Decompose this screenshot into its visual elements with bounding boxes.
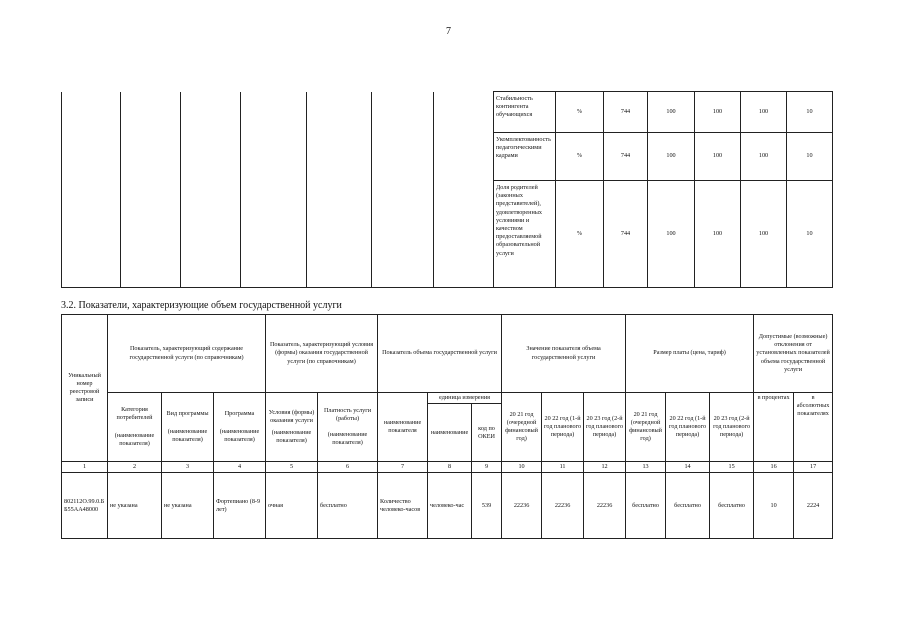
fee-2021-cell: бесплатно — [626, 473, 666, 539]
col-category: Категория потребителей — [116, 405, 153, 421]
percent-cell: 10 — [754, 473, 794, 539]
indicator-name: Доля родителей (законных представителей), удовлетворенных условиями и качеством предоставляемой образовательной услуги — [494, 181, 556, 288]
value-cell: 100 — [648, 92, 695, 133]
value-cell: 100 — [695, 92, 741, 133]
value-cell: 100 — [695, 133, 741, 181]
column-number: 10 — [502, 462, 542, 473]
value-cell: 100 — [648, 133, 695, 181]
column-number: 11 — [542, 462, 584, 473]
indicator-cell: Количество человеко-часов — [378, 473, 428, 539]
quality-indicators-table-continued — [61, 91, 833, 288]
col-category-note: (наименование показателя) — [114, 432, 155, 448]
table-row — [62, 92, 833, 133]
deviation-cell: 10 — [787, 92, 833, 133]
fee-2022-cell: бесплатно — [666, 473, 710, 539]
col-y2023-value: 20 23 год (2-й год планового периода) — [584, 393, 626, 462]
value-2023-cell: 22236 — [584, 473, 626, 539]
value-cell: 100 — [695, 181, 741, 288]
col-okei: код по ОКЕИ — [472, 404, 502, 462]
column-number: 12 — [584, 462, 626, 473]
okei-cell: 744 — [604, 92, 648, 133]
column-number: 5 — [266, 462, 318, 473]
column-number: 1 — [62, 462, 108, 473]
col-paid: Платность услуги (работы) — [323, 406, 372, 422]
header-condition-indicator: Показатель, характеризующий условия (формы) оказания государственной услуги (по справочникам) — [266, 315, 378, 393]
indicator-name: Укомплектованность педагогическими кадрами — [494, 133, 556, 181]
col-y2022-fee: 20 22 год (1-й год планового периода) — [666, 393, 710, 462]
deviation-cell: 10 — [787, 133, 833, 181]
col-unit-name: наименование — [428, 404, 472, 462]
page-number: 7 — [446, 26, 451, 37]
col-absolute: в абсолютных показателях — [794, 393, 833, 462]
column-number: 14 — [666, 462, 710, 473]
header-fee: Размер платы (цена, тариф) — [626, 315, 754, 393]
program-cell: Фортепиано (8-9 лет) — [214, 473, 266, 539]
paid-cell: бесплатно — [318, 473, 378, 539]
value-cell: 100 — [648, 181, 695, 288]
deviation-cell: 10 — [787, 181, 833, 288]
header-allowed-deviation: Допустимые (возможные) отклонения от установленных показателей объема государственной услуги — [754, 315, 833, 393]
col-kind: Вид программы — [166, 409, 209, 417]
column-number: 4 — [214, 462, 266, 473]
column-number: 15 — [710, 462, 754, 473]
indicator-name: Стабильность контингента обучающихся — [494, 92, 556, 133]
col-percent: в процентах — [754, 393, 794, 462]
kind-cell: не указана — [162, 473, 214, 539]
okei-cell: 744 — [604, 133, 648, 181]
unit-cell: % — [556, 92, 604, 133]
okei-cell: 539 — [472, 473, 502, 539]
fee-2023-cell: бесплатно — [710, 473, 754, 539]
unit-cell: % — [556, 181, 604, 288]
col-indicator-naming: наименование показателя — [378, 393, 428, 462]
category-cell: не указана — [108, 473, 162, 539]
header-volume-value: Значение показателя объема государственной услуги — [502, 315, 626, 393]
header-unique-number: Уникальный номер реестровой записи — [62, 315, 108, 462]
column-number: 16 — [754, 462, 794, 473]
column-number: 9 — [472, 462, 502, 473]
column-number: 6 — [318, 462, 378, 473]
col-unit: единица измерения — [428, 393, 502, 404]
col-y2023-fee: 20 23 год (2-й год планового периода) — [710, 393, 754, 462]
col-program: Программа — [224, 409, 255, 417]
unit-cell: % — [556, 133, 604, 181]
value-2021-cell: 22236 — [502, 473, 542, 539]
value-cell: 100 — [741, 133, 787, 181]
volume-indicators-table — [61, 314, 833, 539]
column-number-row — [62, 462, 833, 473]
unique-number-cell: 802112О.99.0.ББ55АА48000 — [62, 473, 108, 539]
column-number: 17 — [794, 462, 833, 473]
col-y2021-value: 20 21 год (очередной финансовый год) — [502, 393, 542, 462]
column-number: 3 — [162, 462, 214, 473]
col-forms-note: (наименование показателя) — [271, 429, 312, 445]
section-heading: 3.2. Показатели, характеризующие объем государственной услуги — [61, 300, 342, 311]
absolute-cell: 2224 — [794, 473, 833, 539]
col-kind-note: (наименование показателя) — [167, 428, 208, 444]
okei-cell: 744 — [604, 181, 648, 288]
table-row — [62, 133, 833, 181]
col-forms: Условия (формы) оказания услуги — [268, 408, 315, 424]
col-y2021-fee: 20 21 год (очередной финансовый год) — [626, 393, 666, 462]
value-2022-cell: 22236 — [542, 473, 584, 539]
col-paid-note: (наименование показателя) — [327, 431, 368, 447]
header-volume-indicator: Показатель объема государственной услуги — [378, 315, 502, 393]
col-y2022-value: 20 22 год (1-й год планового периода) — [542, 393, 584, 462]
value-cell: 100 — [741, 92, 787, 133]
column-number: 2 — [108, 462, 162, 473]
form-cell: очная — [266, 473, 318, 539]
unit-cell: человеко-час — [428, 473, 472, 539]
value-cell: 100 — [741, 181, 787, 288]
column-number: 13 — [626, 462, 666, 473]
column-number: 7 — [378, 462, 428, 473]
table-row — [62, 181, 833, 288]
header-content-indicator: Показатель, характеризующий содержание государственной услуги (по справочникам) — [108, 315, 266, 393]
table-row — [62, 393, 833, 404]
col-program-note: (наименование показателя) — [219, 428, 260, 444]
table-row — [62, 473, 833, 539]
table-row — [62, 315, 833, 393]
column-number: 8 — [428, 462, 472, 473]
